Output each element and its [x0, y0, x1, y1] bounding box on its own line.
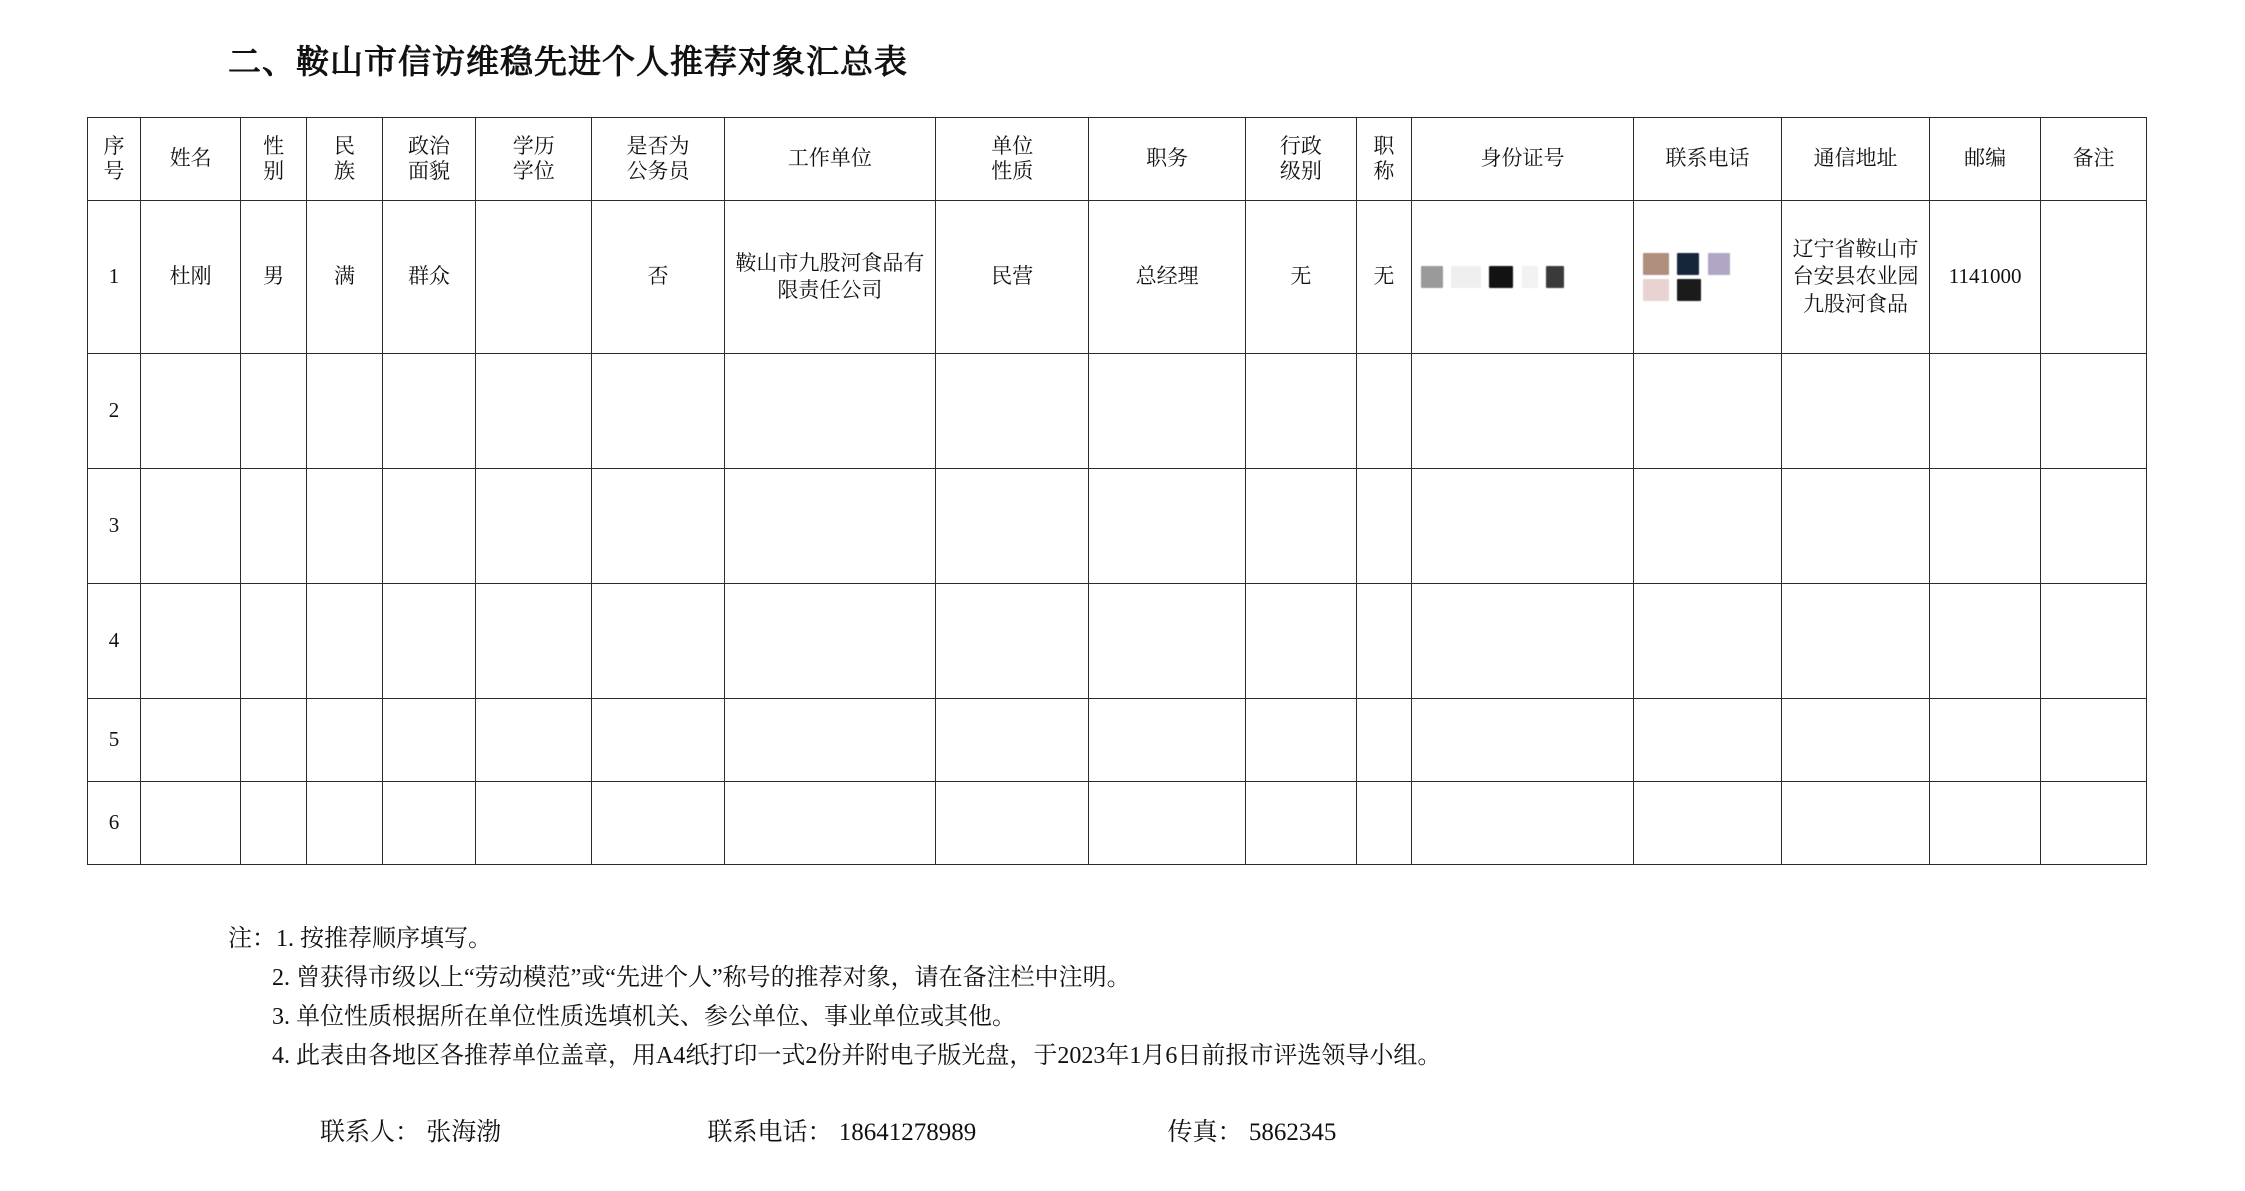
cell-remarks — [2041, 584, 2147, 699]
cell-phone — [1634, 354, 1782, 469]
cell-work-unit: 鞍山市九股河食品有限责任公司 — [724, 201, 936, 354]
contact-person-value: 张海渤 — [426, 1119, 502, 1146]
cell-phone — [1634, 782, 1782, 865]
cell-remarks — [2041, 201, 2147, 354]
cell-name — [140, 699, 240, 782]
note-line-4 — [228, 1037, 2028, 1076]
cell-id-number — [1411, 699, 1633, 782]
cell-admin-level — [1245, 354, 1356, 469]
cell-admin-level — [1245, 782, 1356, 865]
note-line-1 — [228, 920, 2028, 959]
cell-gender: 男 — [241, 201, 307, 354]
cell-name — [140, 782, 240, 865]
cell-unit-nature — [936, 469, 1089, 584]
cell-phone — [1634, 584, 1782, 699]
cell-address — [1782, 584, 1930, 699]
cell-education — [476, 782, 592, 865]
page-title: 二、鞍山市信访维稳先进个人推荐对象汇总表 — [228, 45, 908, 81]
column-header-id-number: 身份证号 — [1411, 118, 1633, 201]
cell-education — [476, 584, 592, 699]
cell-position — [1089, 782, 1246, 865]
cell-remarks — [2041, 699, 2147, 782]
cell-admin-level — [1245, 469, 1356, 584]
cell-work-unit — [724, 699, 936, 782]
cell-postcode — [1930, 469, 2041, 584]
cell-id-number — [1411, 469, 1633, 584]
cell-name: 杜刚 — [140, 201, 240, 354]
column-header-position: 职务 — [1089, 118, 1246, 201]
cell-education — [476, 201, 592, 354]
cell-remarks — [2041, 782, 2147, 865]
column-header-postcode: 邮编 — [1930, 118, 2041, 201]
cell-position — [1089, 469, 1246, 584]
note-item-1: 1. 按推荐顺序填写。 — [276, 926, 492, 952]
cell-work-unit — [724, 584, 936, 699]
cell-gender — [241, 782, 307, 865]
cell-name — [140, 584, 240, 699]
note-line-2 — [228, 959, 2028, 998]
cell-ethnicity — [306, 699, 382, 782]
cell-ethnicity — [306, 782, 382, 865]
cell-gender — [241, 469, 307, 584]
cell-postcode — [1930, 782, 2041, 865]
cell-seq: 1 — [88, 201, 141, 354]
cell-political — [383, 584, 476, 699]
contact-fax-value: 5862345 — [1248, 1119, 1337, 1146]
cell-gender — [241, 584, 307, 699]
cell-civil-servant — [592, 354, 724, 469]
column-header-education: 学历 学位 — [476, 118, 592, 201]
cell-political — [383, 699, 476, 782]
cell-position — [1089, 584, 1246, 699]
column-header-political: 政治 面貌 — [383, 118, 476, 201]
cell-work-unit — [724, 782, 936, 865]
contact-person-label: 联系人： — [320, 1119, 421, 1146]
column-header-unit-nature: 单位 性质 — [936, 118, 1089, 201]
cell-title-rank — [1356, 782, 1411, 865]
contact-fax — [1168, 1112, 1337, 1148]
cell-gender — [241, 699, 307, 782]
contact-fax-label: 传真： — [1167, 1119, 1243, 1146]
cell-postcode — [1930, 584, 2041, 699]
cell-education — [476, 354, 592, 469]
cell-seq: 4 — [88, 584, 141, 699]
cell-political — [383, 782, 476, 865]
cell-position: 总经理 — [1089, 201, 1246, 354]
cell-education — [476, 469, 592, 584]
table-row — [88, 469, 2147, 584]
column-header-seq: 序 号 — [88, 118, 141, 201]
cell-admin-level — [1245, 699, 1356, 782]
cell-admin-level: 无 — [1245, 201, 1356, 354]
table-header-row — [88, 118, 2147, 201]
note-line-3 — [228, 998, 2028, 1037]
note-item-3: 3. 单位性质根据所在单位性质选填机关、参公单位、事业单位或其他。 — [272, 1003, 1016, 1030]
contact-footer — [320, 1112, 2120, 1148]
redaction-blocks-id — [1415, 266, 1630, 288]
column-header-civil-servant: 是否为 公务员 — [592, 118, 724, 201]
table-row — [88, 201, 2147, 354]
cell-admin-level — [1245, 584, 1356, 699]
cell-political — [383, 354, 476, 469]
cell-address — [1782, 469, 1930, 584]
cell-seq: 2 — [88, 354, 141, 469]
cell-id-number-redacted — [1411, 201, 1633, 354]
cell-ethnicity — [306, 469, 382, 584]
column-header-admin-level: 行政 级别 — [1245, 118, 1356, 201]
cell-gender — [241, 354, 307, 469]
cell-position — [1089, 699, 1246, 782]
cell-civil-servant — [592, 782, 724, 865]
cell-phone — [1634, 469, 1782, 584]
contact-phone-label: 联系电话： — [707, 1119, 833, 1146]
cell-unit-nature — [936, 782, 1089, 865]
contact-person — [320, 1112, 501, 1148]
cell-unit-nature: 民营 — [936, 201, 1089, 354]
notes-label: 注： — [228, 926, 276, 952]
note-item-2: 2. 曾获得市级以上“劳动模范”或“先进个人”称号的推荐对象，请在备注栏中注明。 — [272, 964, 1131, 991]
contact-phone — [708, 1112, 977, 1148]
cell-unit-nature — [936, 699, 1089, 782]
cell-seq: 6 — [88, 782, 141, 865]
cell-ethnicity — [306, 584, 382, 699]
cell-position — [1089, 354, 1246, 469]
cell-address — [1782, 354, 1930, 469]
cell-title-rank — [1356, 584, 1411, 699]
cell-title-rank — [1356, 699, 1411, 782]
cell-id-number — [1411, 782, 1633, 865]
cell-title-rank — [1356, 354, 1411, 469]
cell-id-number — [1411, 584, 1633, 699]
cell-remarks — [2041, 354, 2147, 469]
column-header-phone: 联系电话 — [1634, 118, 1782, 201]
cell-name — [140, 469, 240, 584]
cell-seq: 5 — [88, 699, 141, 782]
note-item-4: 4. 此表由各地区各推荐单位盖章，用A4纸打印一式2份并附电子版光盘，于2023年1月6日前报市评选领导小组。 — [272, 1042, 1442, 1069]
table-row — [88, 782, 2147, 865]
cell-work-unit — [724, 354, 936, 469]
recommendation-summary-table — [87, 117, 2147, 865]
cell-phone — [1634, 699, 1782, 782]
cell-political: 群众 — [383, 201, 476, 354]
cell-civil-servant: 否 — [592, 201, 724, 354]
column-header-gender: 性 别 — [241, 118, 307, 201]
cell-title-rank — [1356, 469, 1411, 584]
cell-remarks — [2041, 469, 2147, 584]
cell-seq: 3 — [88, 469, 141, 584]
cell-postcode: 1141000 — [1930, 201, 2041, 354]
cell-address: 辽宁省鞍山市台安县农业园九股河食品 — [1782, 201, 1930, 354]
cell-postcode — [1930, 354, 2041, 469]
cell-postcode — [1930, 699, 2041, 782]
cell-title-rank: 无 — [1356, 201, 1411, 354]
table-row — [88, 584, 2147, 699]
cell-civil-servant — [592, 469, 724, 584]
column-header-name: 姓名 — [140, 118, 240, 201]
cell-work-unit — [724, 469, 936, 584]
contact-phone-value: 18641278989 — [838, 1119, 977, 1146]
cell-civil-servant — [592, 584, 724, 699]
cell-ethnicity — [306, 354, 382, 469]
column-header-remarks: 备注 — [2041, 118, 2147, 201]
cell-name — [140, 354, 240, 469]
notes-block — [228, 920, 2028, 1076]
redaction-blocks-phone — [1637, 253, 1778, 301]
cell-id-number — [1411, 354, 1633, 469]
cell-civil-servant — [592, 699, 724, 782]
table-row — [88, 354, 2147, 469]
cell-political — [383, 469, 476, 584]
cell-ethnicity: 满 — [306, 201, 382, 354]
table-row — [88, 699, 2147, 782]
cell-unit-nature — [936, 354, 1089, 469]
cell-address — [1782, 699, 1930, 782]
column-header-address: 通信地址 — [1782, 118, 1930, 201]
cell-unit-nature — [936, 584, 1089, 699]
column-header-work-unit: 工作单位 — [724, 118, 936, 201]
cell-phone-redacted — [1634, 201, 1782, 354]
cell-address — [1782, 782, 1930, 865]
cell-education — [476, 699, 592, 782]
column-header-title-rank: 职 称 — [1356, 118, 1411, 201]
column-header-ethnicity: 民 族 — [306, 118, 382, 201]
